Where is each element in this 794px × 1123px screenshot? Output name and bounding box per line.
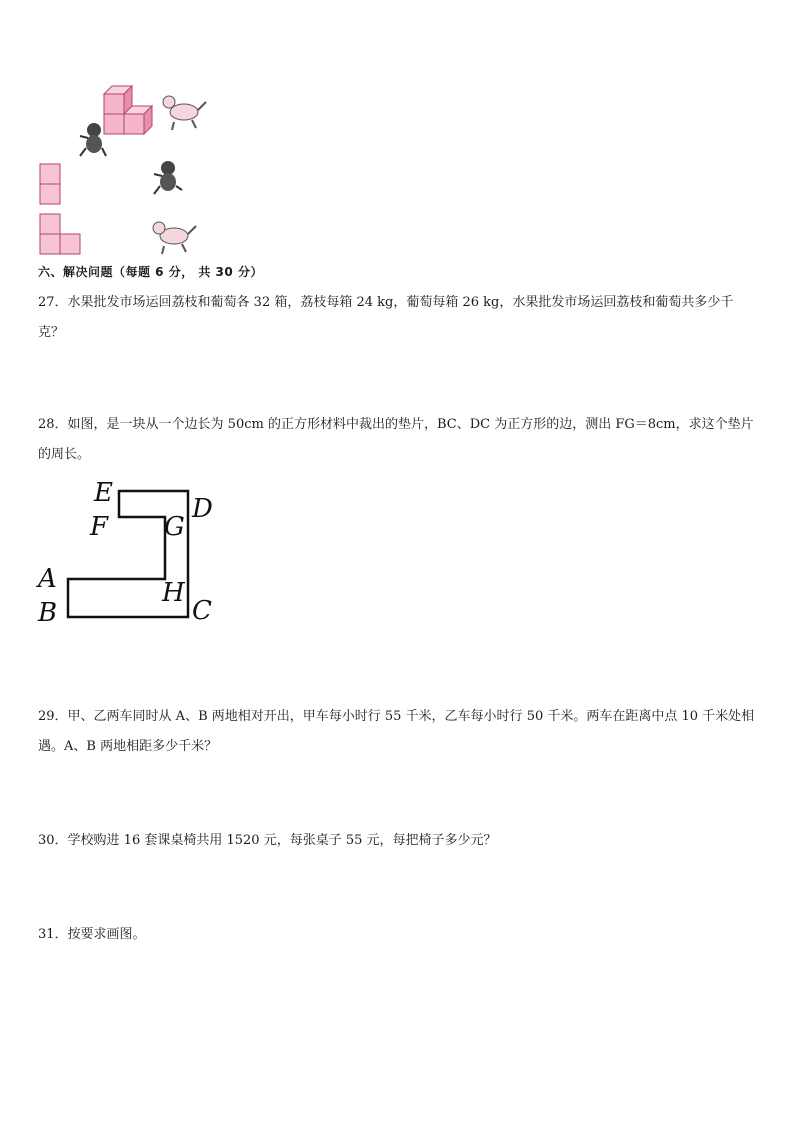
label-d: D xyxy=(192,494,213,524)
section-heading: 六、解决问题（每题 6 分， 共 30 分） xyxy=(38,265,263,279)
label-a: A xyxy=(38,564,57,594)
label-h: H xyxy=(162,578,185,608)
question-text: 甲、乙两车同时从 A、B 两地相对开出，甲车每小时行 55 千米，乙车每小时行 50 千米。两车在距离中点 10 千米处相遇。A、B 两地相距多少千米？ xyxy=(38,709,755,754)
question-text: 按要求画图。 xyxy=(67,927,146,942)
label-b: B xyxy=(38,598,58,628)
question-text: 如图，是一块从一个边长为 50cm 的正方形材料中裁出的垫片，BC、DC 为正方形的边，测出 FG＝8cm，求这个垫片的周长。 xyxy=(38,417,754,462)
question-30 xyxy=(38,826,758,856)
gasket-figure xyxy=(30,475,230,630)
question-28 xyxy=(38,410,758,470)
monkey-icon xyxy=(80,123,106,156)
question-number: 27． xyxy=(38,295,68,310)
question-number: 30． xyxy=(38,833,68,848)
label-g: G xyxy=(164,512,185,542)
front-view-option-b xyxy=(40,214,80,254)
label-f: F xyxy=(90,512,109,542)
dog-icon xyxy=(163,96,206,130)
question-text: 水果批发市场运回荔枝和葡萄各 32 箱，荔枝每箱 24 kg，葡萄每箱 26 kg，水果批发市场运回荔枝和葡萄共多少千克？ xyxy=(38,295,734,340)
question-number: 28． xyxy=(38,417,68,432)
label-c: C xyxy=(192,596,212,626)
question-31 xyxy=(38,920,758,950)
label-e: E xyxy=(94,478,113,508)
question-29 xyxy=(38,702,758,762)
monkey-icon xyxy=(154,161,182,194)
question-text: 学校购进 16 套课桌椅共用 1520 元，每张桌子 55 元，每把椅子多少元？ xyxy=(67,833,497,848)
question-27 xyxy=(38,288,758,348)
dog-icon xyxy=(153,222,196,254)
question-number: 29． xyxy=(38,709,68,724)
question-number: 31． xyxy=(38,927,68,942)
side-view-option-a xyxy=(40,164,60,204)
cube-stack xyxy=(104,86,152,134)
cube-view-figure xyxy=(30,80,230,260)
